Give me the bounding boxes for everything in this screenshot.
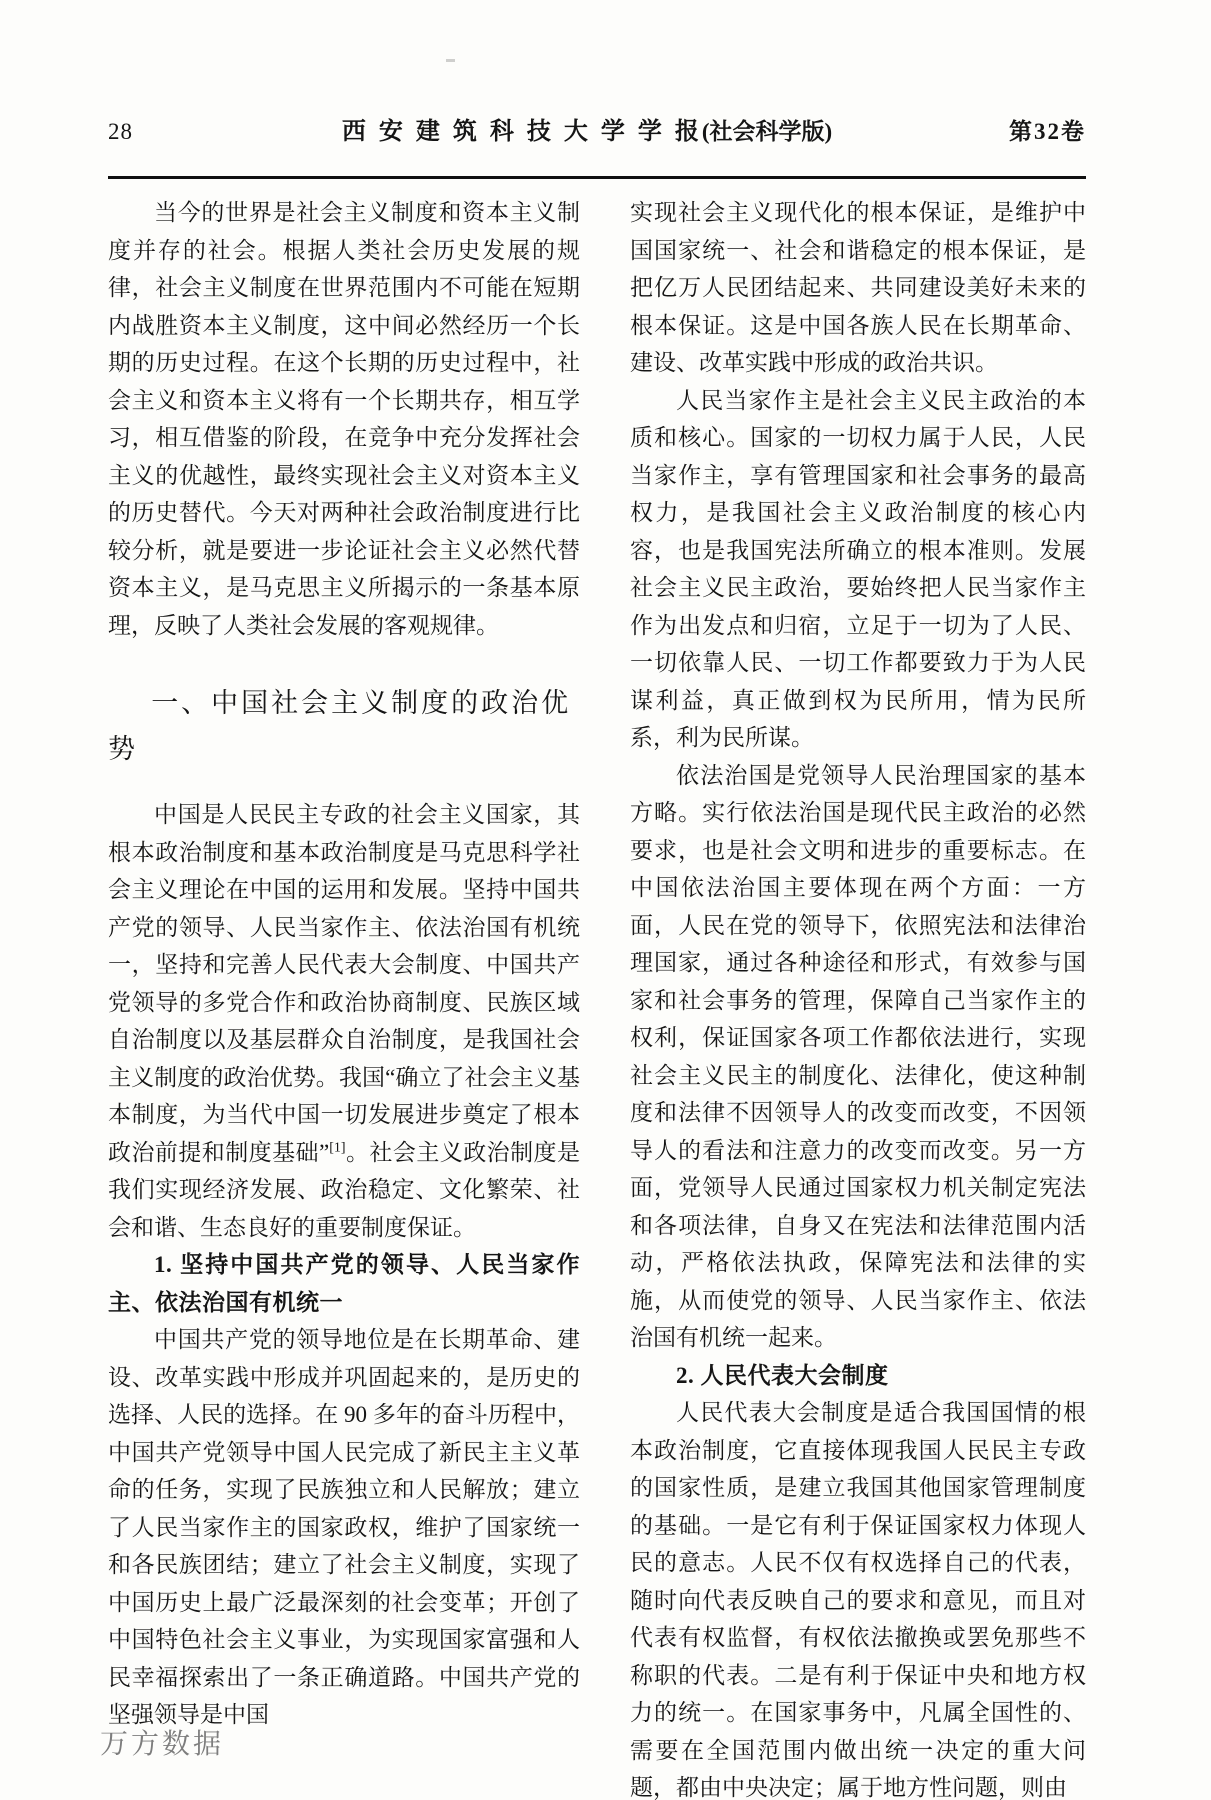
journal-title bbox=[198, 118, 976, 146]
reference-marker-1: [1] bbox=[329, 1139, 346, 1155]
left-column bbox=[108, 194, 580, 1800]
wanfang-watermark: 万方数据 bbox=[100, 1729, 225, 1760]
paragraph-section1-text-b: 。社会主义政治制度是我们实现经济发展、政治稳定、文化繁荣、社会和谐、生态良好的重要制度保证。 bbox=[108, 1139, 580, 1240]
journal-title-main: 西安建筑科技大学学报 bbox=[341, 119, 712, 145]
header-rule bbox=[108, 176, 1086, 179]
section-heading-1 bbox=[108, 680, 580, 772]
sub-heading-1: 1. 坚持中国共产党的领导、人民当家作主、依法治国有机统一 bbox=[108, 1252, 580, 1315]
paragraph-party-leadership: 中国共产党的领导地位是在长期革命、建设、改革实践中形成并巩固起来的，是历史的选择、人民的选择。在 90 多年的奋斗历程中，中国共产党领导中国人民完成了新民主主义革命的任务，实现了民族独立和人民解放；建立了人民当家作主的国家政权，维护了国家统一和各民族团结；建立了社会主义制度，实现了中国历史上最广泛最深刻的社会变革；开创了中国特色社会主义事业，为实现国家富强和人民幸福探索出了一条正确道路。中国共产党的坚强领导是中国 bbox=[108, 1327, 580, 1727]
paragraph-peoples-congress: 人民代表大会制度是适合我国国情的根本政治制度，它直接体现我国人民民主专政的国家性质，是建立我国其他国家管理制度的基础。一是它有利于保证国家权力体现人民的意志。人民不仅有权选择自己的代表，随时向代表反映自己的要求和意见，而且对代表有权监督，有权依法撤换或罢免那些不称职的代表。二是有利于保证中央和地方权力的统一。在国家事务中，凡属全国性的、需要在全国范围内做出统一决定的重大问题，都由中央决定；属于地方性问题，则由 bbox=[630, 1400, 1086, 1800]
running-head bbox=[108, 118, 1086, 146]
section-heading-1-line2: 势 bbox=[108, 734, 138, 764]
paragraph-rule-of-law: 依法治国是党领导人民治理国家的基本方略。实行依法治国是现代民主政治的必然要求，也是社会文明和进步的重要标志。在中国依法治国主要体现在两个方面：一方面，人民在党的领导下，依照宪法和法律治理国家，通过各种途径和形式，有效参与国家和社会事务的管理，保障自己当家作主的权利，保证国家各项工作都依法进行，实现社会主义民主的制度化、法律化，使这种制度和法律不因领导人的改变而改变，不因领导人的看法和注意力的改变而改变。另一方面，党领导人民通过国家权力机关制定宪法和各项法律，自身又在宪法和法律范围内活动，严格依法执政，保障宪法和法律的实施，从而使党的领导、人民当家作主、依法治国有机统一起来。 bbox=[630, 762, 1086, 1350]
paragraph-people-masters: 人民当家作主是社会主义民主政治的本质和核心。国家的一切权力属于人民，人民当家作主，享有管理国家和社会事务的最高权力，是我国社会主义政治制度的核心内容，也是我国宪法所确立的根本准则。发展社会主义民主政治，要始终把人民当家作主作为出发点和归宿，立足于一切为了人民、一切依靠人民、一切工作都要致力于为人民谋利益，真正做到权为民所用，情为民所系，利为民所谋。 bbox=[630, 387, 1086, 750]
sub-heading-2: 2. 人民代表大会制度 bbox=[676, 1362, 889, 1388]
scan-artifact bbox=[446, 59, 455, 62]
paragraph-party-leadership-cont: 实现社会主义现代化的根本保证，是维护中国国家统一、社会和谐稳定的根本保证，是把亿万人民团结起来、共同建设美好未来的根本保证。这是中国各族人民在长期革命、建设、改革实践中形成的政治共识。 bbox=[630, 200, 1086, 375]
paragraph-intro: 当今的世界是社会主义制度和资本主义制度并存的社会。根据人类社会历史发展的规律，社会主义制度在世界范围内不可能在短期内战胜资本主义制度，这中间必然经历一个长期的历史过程。在这个长期的历史过程中，社会主义和资本主义将有一个长期共存，相互学习，相互借鉴的阶段，在竞争中充分发挥社会主义的优越性，最终实现社会主义对资本主义的历史替代。今天对两种社会政治制度进行比较分析，就是要进一步论证社会主义必然代替资本主义，是马克思主义所揭示的一条基本原理，反映了人类社会发展的客观规律。 bbox=[108, 200, 580, 638]
right-column bbox=[630, 194, 1086, 1800]
article-body bbox=[108, 194, 1086, 1800]
page-number: 28 bbox=[108, 119, 133, 144]
section-heading-1-line1: 一、中国社会主义制度的政治优 bbox=[151, 688, 572, 718]
paragraph-section1-lead bbox=[108, 796, 580, 1246]
paragraph-section1-text-a: 中国是人民民主专政的社会主义国家，其根本政治制度和基本政治制度是马克思科学社会主义理论在中国的运用和发展。坚持中国共产党的领导、人民当家作主、依法治国有机统一，坚持和完善人民代表大会制度、中国共产党领导的多党合作和政治协商制度、民族区域自治制度以及基层群众自治制度，是我国社会主义制度的政治优势。我国“确立了社会主义基本制度，为当代中国一切发展进步奠定了根本政治前提和制度基础” bbox=[108, 802, 580, 1165]
journal-title-paren: (社会科学版) bbox=[701, 119, 833, 144]
volume-label: 第32卷 bbox=[1009, 119, 1086, 144]
